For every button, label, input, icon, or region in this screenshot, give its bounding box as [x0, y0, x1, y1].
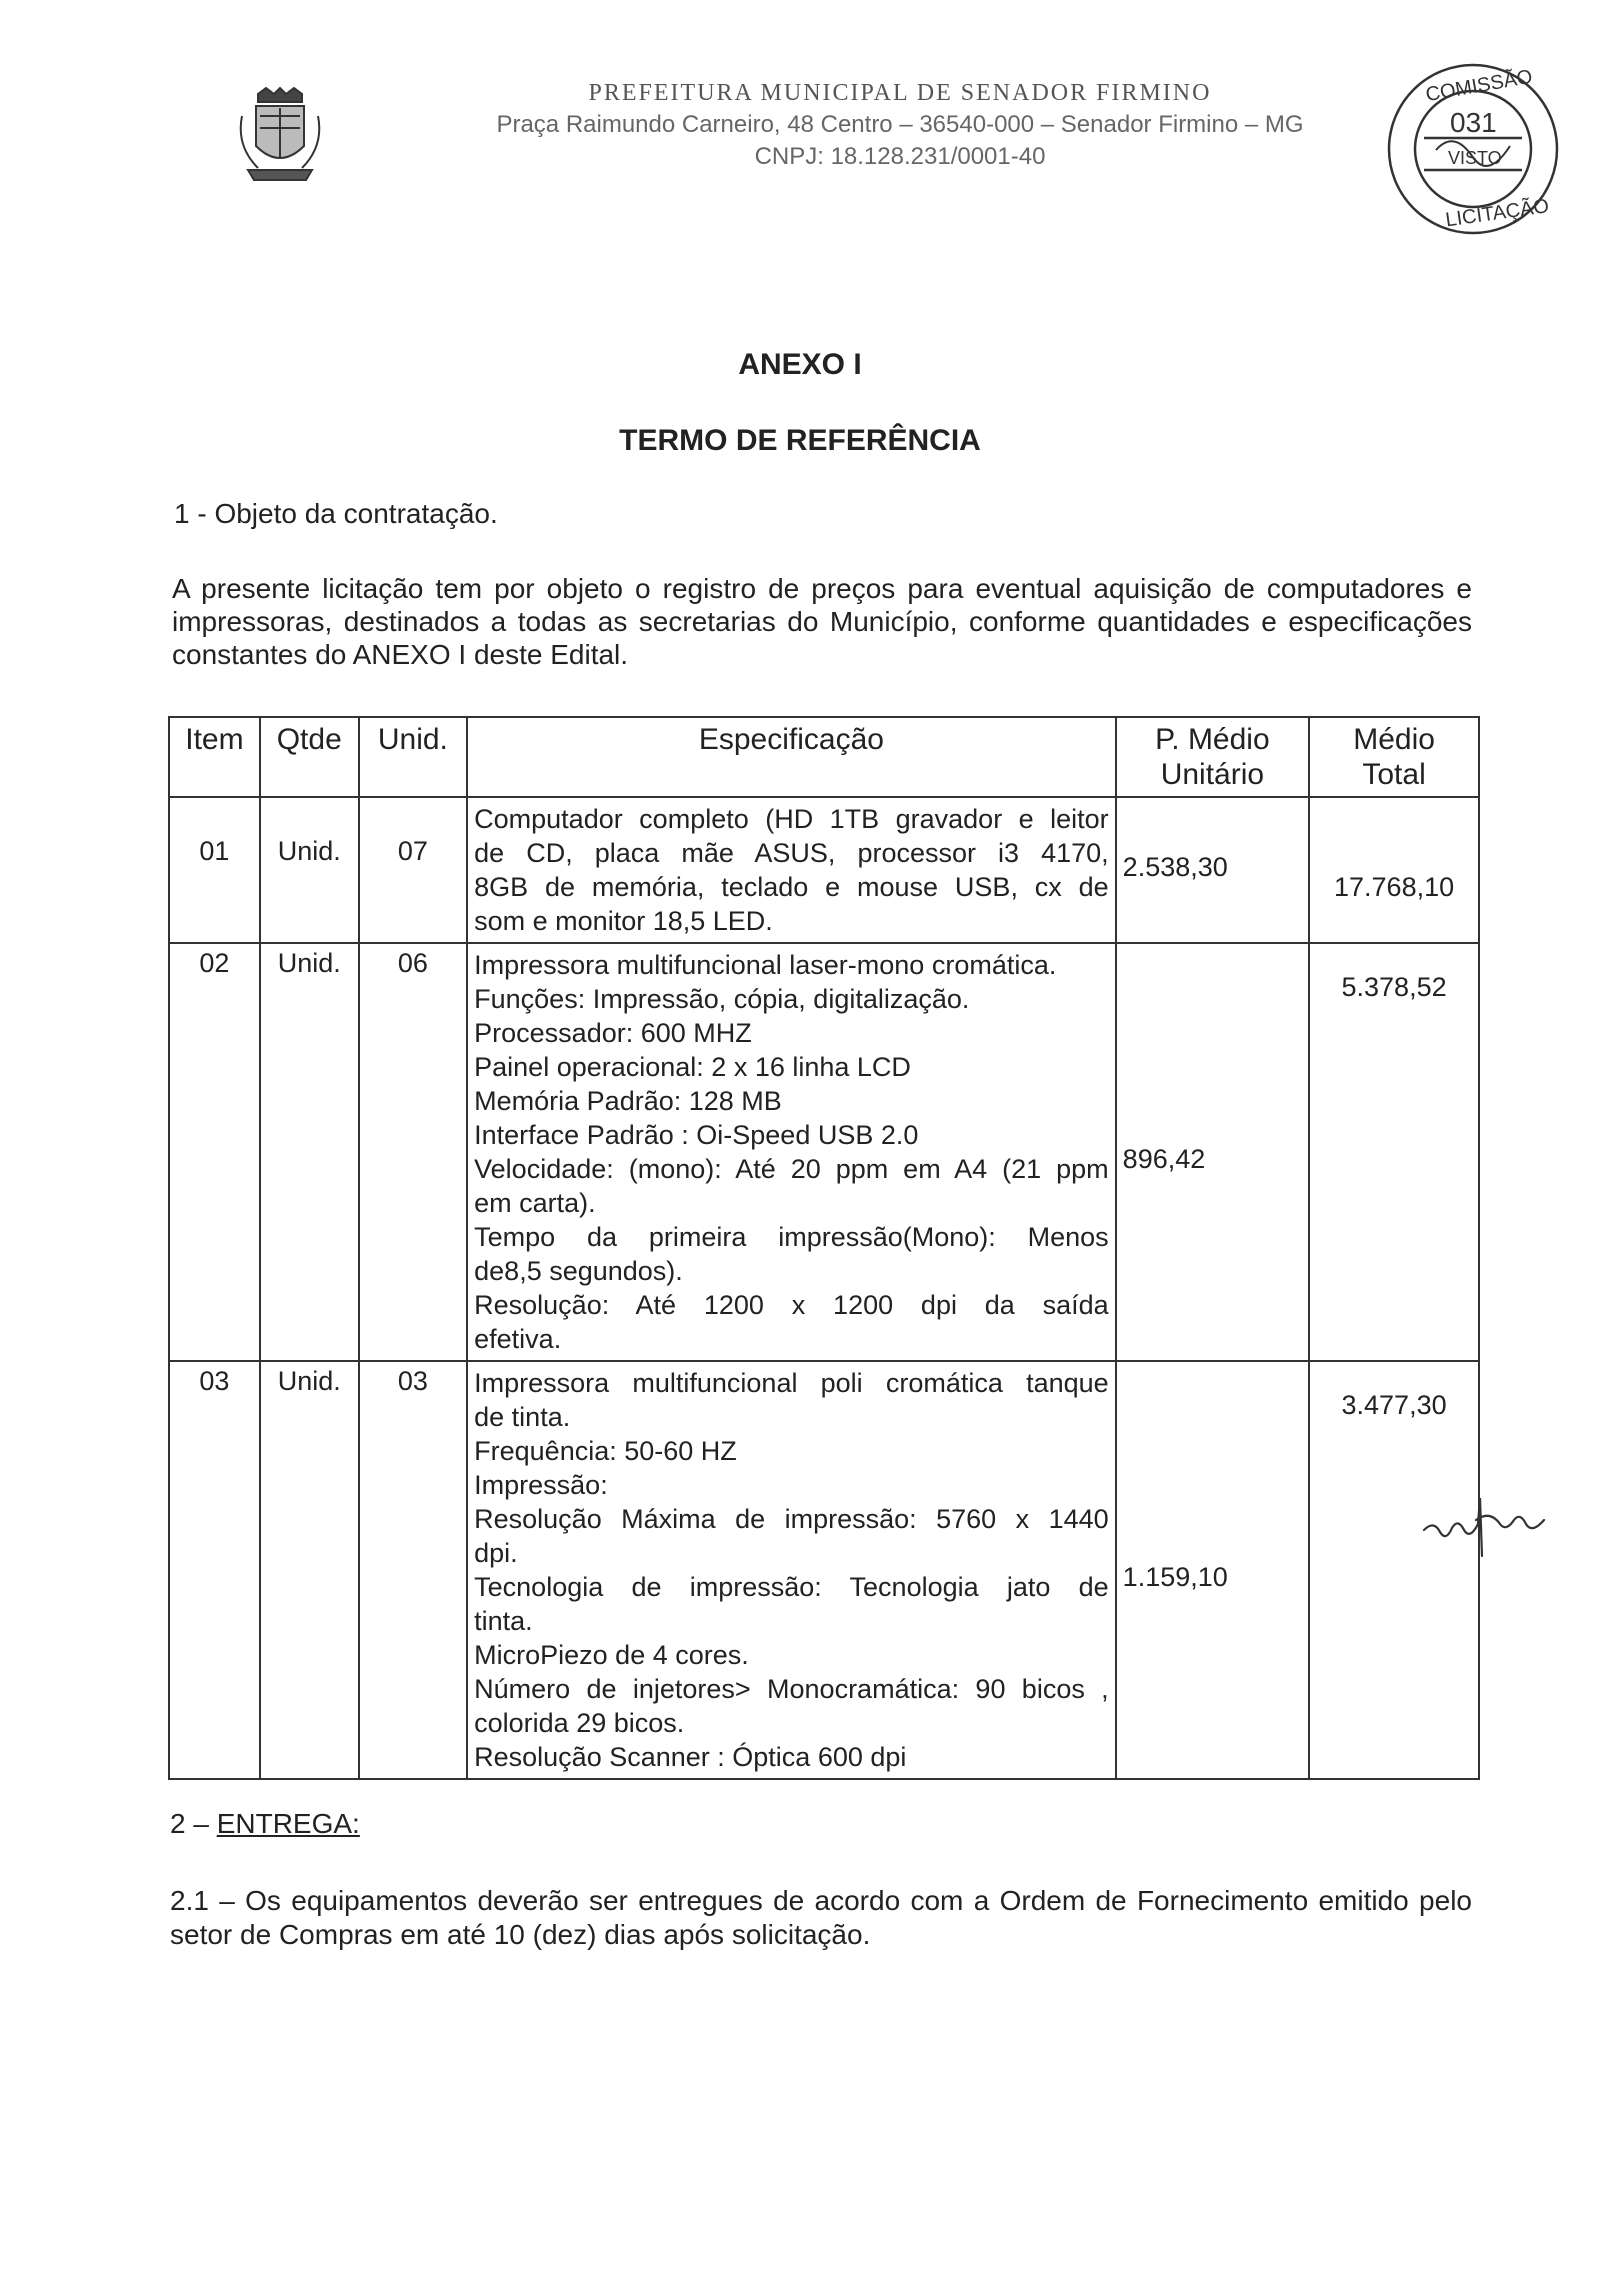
row-qtde: Unid.: [260, 943, 359, 1361]
row-qtde: Unid.: [260, 1361, 359, 1779]
spec-line: Tempo da primeira impressão(Mono): Menos: [474, 1222, 1109, 1252]
row-medio-total: 3.477,30: [1309, 1361, 1479, 1779]
municipality-name: PREFEITURA MUNICIPAL DE SENADOR FIRMINO: [588, 80, 1212, 106]
spec-line: Impressão:: [474, 1470, 608, 1500]
spec-line: efetiva.: [474, 1324, 562, 1354]
spec-line: Processador: 600 MHZ: [474, 1018, 752, 1048]
header-unid: Unid.: [359, 717, 468, 797]
section2-paragraph: 2.1 – Os equipamentos deverão ser entregues de acordo com a Ordem de Fornecimento emitido pelo setor de Compras em até 10 (dez) dias após solicitação.: [170, 1885, 1472, 1950]
table-header-row: [169, 717, 1479, 797]
row-preco-medio: 896,42: [1116, 943, 1309, 1361]
row-spec: [467, 1361, 1116, 1779]
commission-stamp-icon: [1384, 60, 1562, 238]
spec-line: de tinta.: [474, 1402, 571, 1432]
svg-text:VISTO: VISTO: [1448, 148, 1502, 168]
row-unid: 07: [359, 797, 468, 943]
header-spec: Especificação: [467, 717, 1116, 797]
row-qtde: Unid.: [260, 797, 359, 943]
svg-text:031: 031: [1450, 107, 1497, 138]
spec-line: Impressora multifuncional poli cromática tanque: [474, 1368, 1109, 1398]
municipality-cnpj: CNPJ: 18.128.231/0001-40: [754, 143, 1046, 170]
spec-line: Funções: Impressão, cópia, digitalização.: [474, 984, 970, 1014]
row-item: 02: [169, 943, 260, 1361]
section2-label: ENTREGA:: [216, 1808, 360, 1839]
row-medio-total: 5.378,52: [1309, 943, 1479, 1361]
letterhead: [400, 80, 1400, 171]
spec-line: Memória Padrão: 128 MB: [474, 1086, 782, 1116]
spec-line: em carta).: [474, 1188, 596, 1218]
spec-line: Impressora multifuncional laser-mono cromática.: [474, 950, 1057, 980]
header-medio-total: Médio Total: [1309, 717, 1479, 797]
row-unid: 06: [359, 943, 468, 1361]
header-qtde: Qtde: [260, 717, 359, 797]
spec-line: Resolução Máxima de impressão: 5760 x 1440: [474, 1504, 1109, 1534]
row-preco-medio: 2.538,30: [1116, 797, 1309, 943]
row-item: 03: [169, 1361, 260, 1779]
table-row: [169, 797, 1479, 943]
svg-text:LICITAÇÃO: LICITAÇÃO: [1444, 195, 1551, 232]
spec-line: tinta.: [474, 1606, 533, 1636]
spec-line: Frequência: 50-60 HZ: [474, 1436, 737, 1466]
section1-heading: 1 - Objeto da contratação.: [174, 498, 498, 529]
spec-line: Interface Padrão : Oi-Speed USB 2.0: [474, 1120, 919, 1150]
row-spec: [467, 797, 1116, 943]
spec-line: Tecnologia de impressão: Tecnologia jato de: [474, 1572, 1109, 1602]
spec-line: dpi.: [474, 1538, 518, 1568]
spec-line: de8,5 segundos).: [474, 1256, 683, 1286]
section2-number: 2 –: [170, 1808, 217, 1839]
spec-line: Resolução Scanner : Óptica 600 dpi: [474, 1742, 907, 1772]
section2-heading: [170, 1808, 360, 1840]
annex-subtitle: TERMO DE REFERÊNCIA: [619, 424, 981, 457]
spec-line: Computador completo (HD 1TB gravador e leitor: [474, 804, 1109, 834]
row-medio-total: 17.768,10: [1309, 797, 1479, 943]
header-preco-medio: P. Médio Unitário: [1116, 717, 1309, 797]
spec-line: colorida 29 bicos.: [474, 1708, 685, 1738]
header-item: Item: [169, 717, 260, 797]
spec-line: Resolução: Até 1200 x 1200 dpi da saída: [474, 1290, 1109, 1320]
specification-table: [168, 716, 1480, 1780]
spec-line: Velocidade: (mono): Até 20 ppm em A4 (21 ppm: [474, 1154, 1109, 1184]
spec-line: Painel operacional: 2 x 16 linha LCD: [474, 1052, 911, 1082]
table-row: [169, 1361, 1479, 1779]
row-preco-medio: 1.159,10: [1116, 1361, 1309, 1779]
spec-line: 8GB de memória, teclado e mouse USB, cx de: [474, 872, 1109, 902]
handwritten-signature: [1420, 1490, 1550, 1560]
spec-line: de CD, placa mãe ASUS, processor i3 4170,: [474, 838, 1109, 868]
municipality-address: Praça Raimundo Carneiro, 48 Centro – 36540-000 – Senador Firmino – MG: [496, 111, 1304, 138]
row-item: 01: [169, 797, 260, 943]
spec-line: Número de injetores> Monocramática: 90 bicos ,: [474, 1674, 1109, 1704]
spec-line: som e monitor 18,5 LED.: [474, 906, 773, 936]
section1-paragraph: A presente licitação tem por objeto o registro de preços para eventual aquisição de computadores e impressoras, destinados a todas as secretarias do Município, conforme quantidades e especificações constantes do ANEXO I deste Edital.: [172, 573, 1472, 670]
spec-line: MicroPiezo de 4 cores.: [474, 1640, 749, 1670]
row-spec: [467, 943, 1116, 1361]
row-unid: 03: [359, 1361, 468, 1779]
table-row: [169, 943, 1479, 1361]
municipal-crest-icon: [228, 86, 332, 186]
svg-text:COMISSÃO: COMISSÃO: [1424, 65, 1535, 107]
annex-title: ANEXO I: [738, 348, 862, 381]
